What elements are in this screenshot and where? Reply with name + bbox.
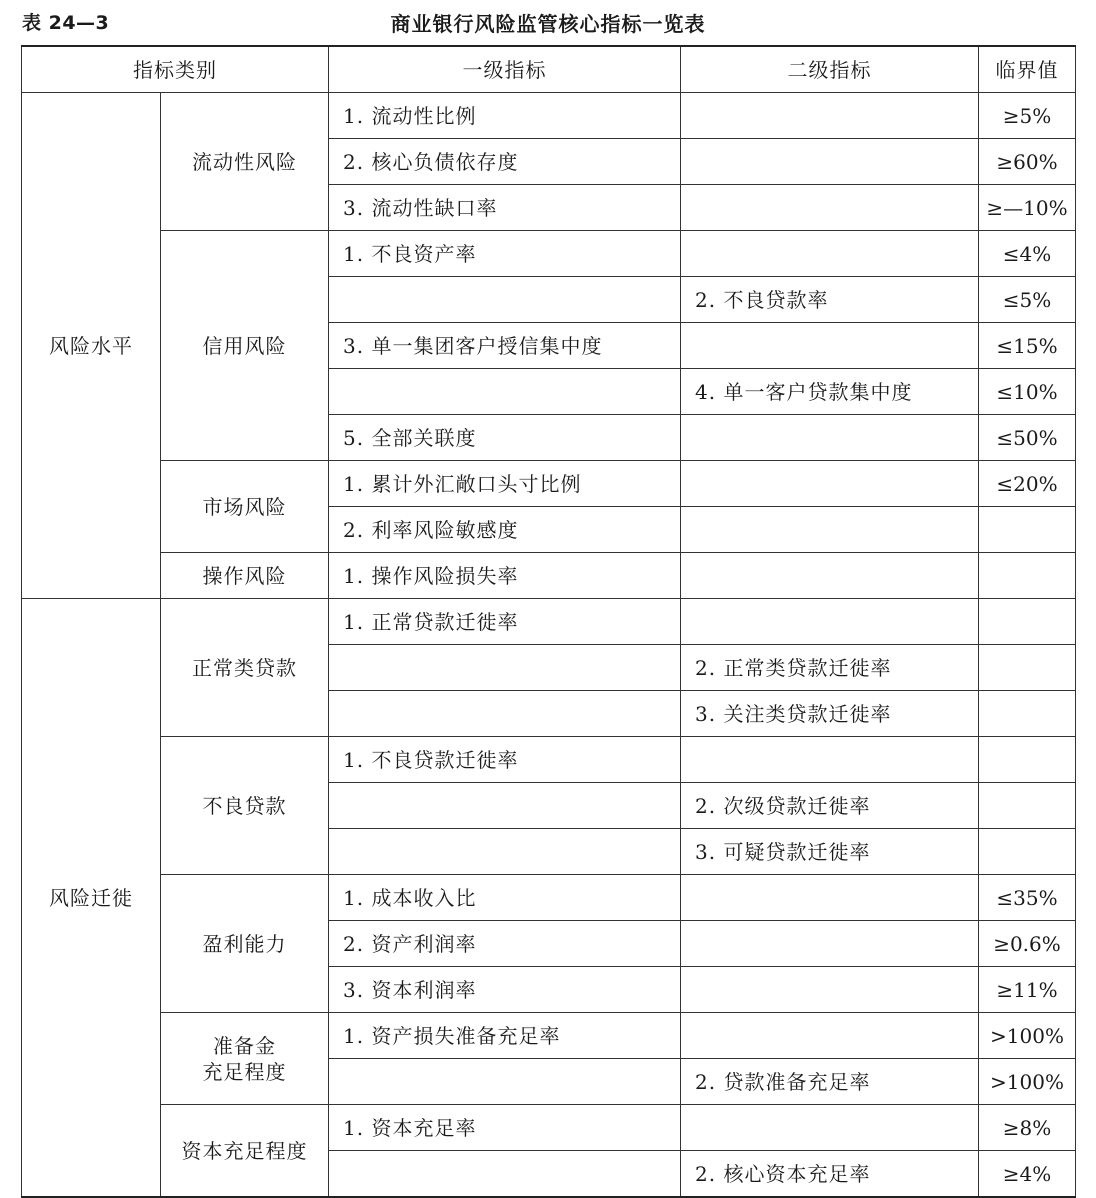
- threshold-value-cell: >100%: [979, 1013, 1076, 1059]
- threshold-value-cell: [979, 553, 1076, 599]
- threshold-value-cell: ≥0.6%: [979, 921, 1076, 967]
- level2-indicator-cell: [681, 93, 979, 139]
- level1-indicator-cell: 1. 不良贷款迁徙率: [329, 737, 681, 783]
- risk-indicator-table: [21, 45, 1076, 1198]
- threshold-value-cell: ≤20%: [979, 461, 1076, 507]
- level1-indicator-cell: [329, 1151, 681, 1198]
- threshold-value-cell: ≥60%: [979, 139, 1076, 185]
- level2-indicator-cell: [681, 507, 979, 553]
- level1-indicator-cell: 2. 核心负债依存度: [329, 139, 681, 185]
- threshold-value-cell: ≥4%: [979, 1151, 1076, 1198]
- level1-indicator-cell: 1. 正常贷款迁徙率: [329, 599, 681, 645]
- level2-indicator-cell: [681, 967, 979, 1013]
- subgroup-category-cell: 准备金 充足程度: [161, 1013, 329, 1105]
- level2-indicator-cell: [681, 415, 979, 461]
- level1-indicator-cell: [329, 1059, 681, 1105]
- level1-indicator-cell: [329, 645, 681, 691]
- level1-indicator-cell: 3. 资本利润率: [329, 967, 681, 1013]
- level2-indicator-cell: [681, 1013, 979, 1059]
- level2-indicator-cell: 3. 可疑贷款迁徙率: [681, 829, 979, 875]
- level2-indicator-cell: [681, 553, 979, 599]
- level1-indicator-cell: 1. 资产损失准备充足率: [329, 1013, 681, 1059]
- table-row: [22, 1013, 1076, 1059]
- threshold-value-cell: [979, 737, 1076, 783]
- threshold-value-cell: ≥—10%: [979, 185, 1076, 231]
- header-level2: 二级指标: [681, 46, 979, 93]
- level1-indicator-cell: 1. 不良资产率: [329, 231, 681, 277]
- threshold-value-cell: ≤10%: [979, 369, 1076, 415]
- subgroup-category-cell: 操作风险: [161, 553, 329, 599]
- level2-indicator-cell: 4. 单一客户贷款集中度: [681, 369, 979, 415]
- level2-indicator-cell: [681, 323, 979, 369]
- level2-indicator-cell: [681, 737, 979, 783]
- group-category-cell: 风险水平: [22, 93, 161, 599]
- subgroup-category-cell: 盈利能力: [161, 875, 329, 1013]
- level2-indicator-cell: 2. 贷款准备充足率: [681, 1059, 979, 1105]
- level1-indicator-cell: [329, 277, 681, 323]
- level1-indicator-cell: 1. 成本收入比: [329, 875, 681, 921]
- table-row: [22, 461, 1076, 507]
- table-row: [22, 737, 1076, 783]
- level2-indicator-cell: [681, 599, 979, 645]
- threshold-value-cell: ≤35%: [979, 875, 1076, 921]
- level1-indicator-cell: [329, 691, 681, 737]
- level2-indicator-cell: 3. 关注类贷款迁徙率: [681, 691, 979, 737]
- level2-indicator-cell: 2. 不良贷款率: [681, 277, 979, 323]
- level1-indicator-cell: 5. 全部关联度: [329, 415, 681, 461]
- table-number: 表 24—3: [22, 12, 110, 34]
- threshold-value-cell: ≤50%: [979, 415, 1076, 461]
- level1-indicator-cell: [329, 369, 681, 415]
- table-row: [22, 875, 1076, 921]
- header-level1: 一级指标: [329, 46, 681, 93]
- subgroup-category-cell: 不良贷款: [161, 737, 329, 875]
- table-row: [22, 93, 1076, 139]
- table-caption: [22, 6, 1074, 38]
- level1-indicator-cell: 1. 累计外汇敞口头寸比例: [329, 461, 681, 507]
- level2-indicator-cell: 2. 核心资本充足率: [681, 1151, 979, 1198]
- threshold-value-cell: [979, 507, 1076, 553]
- threshold-value-cell: ≥5%: [979, 93, 1076, 139]
- header-row: [22, 46, 1076, 93]
- threshold-value-cell: ≤4%: [979, 231, 1076, 277]
- table-row: [22, 553, 1076, 599]
- level2-indicator-cell: [681, 875, 979, 921]
- level1-indicator-cell: 1. 资本充足率: [329, 1105, 681, 1151]
- threshold-value-cell: [979, 599, 1076, 645]
- level2-indicator-cell: 2. 次级贷款迁徙率: [681, 783, 979, 829]
- level1-indicator-cell: 3. 流动性缺口率: [329, 185, 681, 231]
- level1-indicator-cell: 2. 资产利润率: [329, 921, 681, 967]
- level2-indicator-cell: [681, 1105, 979, 1151]
- threshold-value-cell: ≥8%: [979, 1105, 1076, 1151]
- level2-indicator-cell: 2. 正常类贷款迁徙率: [681, 645, 979, 691]
- threshold-value-cell: [979, 645, 1076, 691]
- threshold-value-cell: >100%: [979, 1059, 1076, 1105]
- level1-indicator-cell: 1. 流动性比例: [329, 93, 681, 139]
- threshold-value-cell: ≤15%: [979, 323, 1076, 369]
- subgroup-category-cell: 市场风险: [161, 461, 329, 553]
- threshold-value-cell: [979, 691, 1076, 737]
- level2-indicator-cell: [681, 461, 979, 507]
- subgroup-category-cell: 资本充足程度: [161, 1105, 329, 1198]
- header-threshold: 临界值: [979, 46, 1076, 93]
- level1-indicator-cell: 1. 操作风险损失率: [329, 553, 681, 599]
- level2-indicator-cell: [681, 185, 979, 231]
- threshold-value-cell: ≤5%: [979, 277, 1076, 323]
- subgroup-category-cell: 正常类贷款: [161, 599, 329, 737]
- subgroup-category-cell: 信用风险: [161, 231, 329, 461]
- header-category: 指标类别: [22, 46, 329, 93]
- table-title: 商业银行风险监管核心指标一览表: [390, 12, 706, 36]
- table-row: [22, 599, 1076, 645]
- level1-indicator-cell: 3. 单一集团客户授信集中度: [329, 323, 681, 369]
- level1-indicator-cell: 2. 利率风险敏感度: [329, 507, 681, 553]
- level1-indicator-cell: [329, 783, 681, 829]
- threshold-value-cell: [979, 829, 1076, 875]
- threshold-value-cell: ≥11%: [979, 967, 1076, 1013]
- threshold-value-cell: [979, 783, 1076, 829]
- level2-indicator-cell: [681, 139, 979, 185]
- table-row: [22, 1105, 1076, 1151]
- group-category-cell: 风险迁徙: [22, 599, 161, 1198]
- level2-indicator-cell: [681, 231, 979, 277]
- level2-indicator-cell: [681, 921, 979, 967]
- table-body: [22, 93, 1076, 1198]
- level1-indicator-cell: [329, 829, 681, 875]
- subgroup-category-cell: 流动性风险: [161, 93, 329, 231]
- table-row: [22, 231, 1076, 277]
